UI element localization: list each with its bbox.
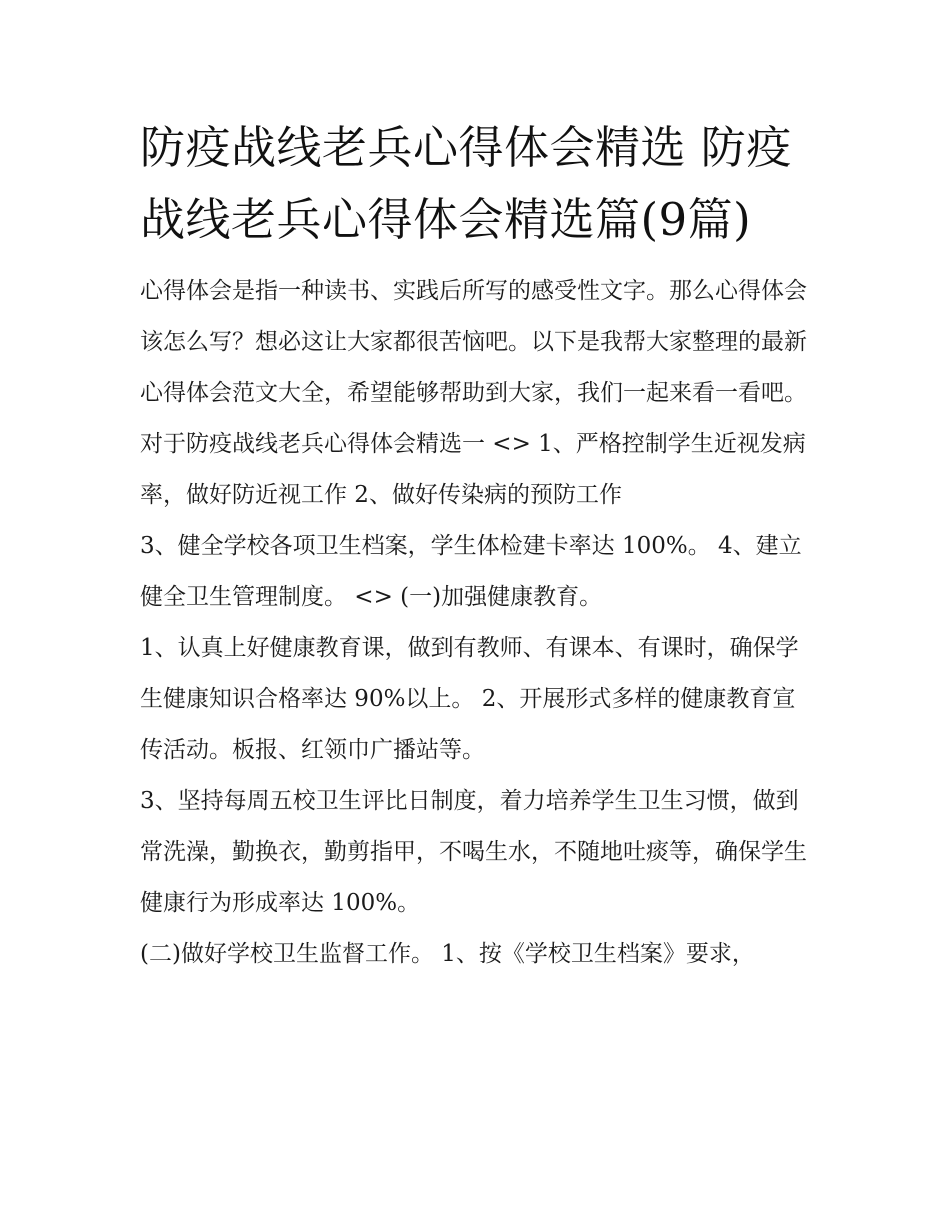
document-body	[140, 112, 812, 980]
body-paragraph: (二)做好学校卫生监督工作。 1、按《学校卫生档案》要求，	[140, 941, 755, 967]
body-paragraph: 1、认真上好健康教育课，做到有教师、有课本、有课时，确保学生健康知识合格率达 90%以上。 2、开展形式多样的健康教育宣传活动。板报、红领巾广播站等。	[140, 635, 799, 763]
body-paragraph: 对于防疫战线老兵心得体会精选一 <> 1、严格控制学生近视发病率，做好防近视工作 2、做好传染病的预防工作	[140, 431, 806, 508]
intro-paragraph: 心得体会是指一种读书、实践后所写的感受性文字。那么心得体会该怎么写？想必这让大家都很苦恼吧。以下是我帮大家整理的最新心得体会范文大全，希望能够帮助到大家，我们一起来看一看吧。	[140, 278, 807, 406]
body-paragraph: 3、坚持每周五校卫生评比日制度，着力培养学生卫生习惯，做到常洗澡，勤换衣，勤剪指甲，不喝生水，不随地吐痰等，确保学生健康行为形成率达 100%。	[140, 788, 807, 916]
body-paragraph: 3、健全学校各项卫生档案，学生体检建卡率达 100%。 4、建立健全卫生管理制度。 <> (一)加强健康教育。	[140, 533, 802, 610]
document-title: 防疫战线老兵心得体会精选 防疫战线老兵心得体会精选篇(9篇)	[140, 121, 792, 246]
